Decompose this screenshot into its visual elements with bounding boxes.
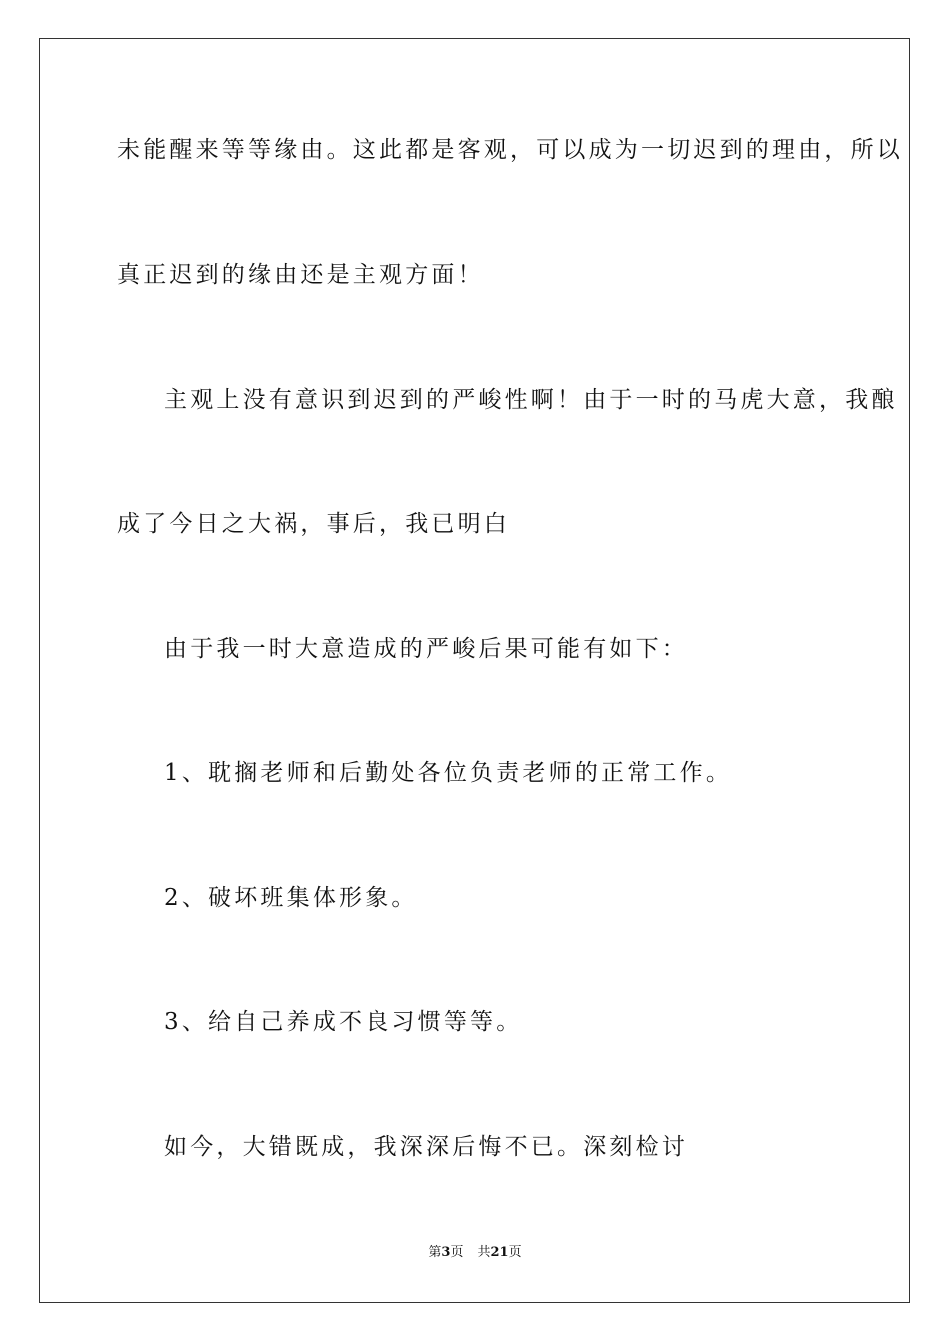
body-line-1: 未能醒来等等缘由。这此都是客观，可以成为一切迟到的理由，所以 xyxy=(117,137,903,163)
total-suffix: 页 xyxy=(508,1245,522,1260)
page-border xyxy=(39,38,910,1303)
page-suffix: 页 xyxy=(450,1245,464,1260)
total-pages: 21 xyxy=(490,1245,509,1260)
list-item-2: 2、破坏班集体形象。 xyxy=(164,885,418,911)
body-line-3: 主观上没有意识到迟到的严峻性啊！由于一时的马虎大意，我酿 xyxy=(164,387,898,413)
body-line-5: 由于我一时大意造成的严峻后果可能有如下： xyxy=(164,636,688,662)
page-footer xyxy=(0,1244,950,1262)
body-line-9: 如今，大错既成，我深深后悔不已。深刻检讨 xyxy=(164,1134,688,1160)
body-line-4: 成了今日之大祸，事后，我已明白 xyxy=(117,511,510,537)
body-line-2: 真正迟到的缘由还是主观方面！ xyxy=(117,262,484,288)
page-prefix: 第 xyxy=(428,1245,442,1260)
page-number: 3 xyxy=(441,1245,451,1260)
total-prefix: 共 xyxy=(477,1245,491,1260)
list-item-3: 3、给自己养成不良习惯等等。 xyxy=(164,1009,523,1035)
list-item-1: 1、耽搁老师和后勤处各位负责老师的正常工作。 xyxy=(164,760,733,786)
